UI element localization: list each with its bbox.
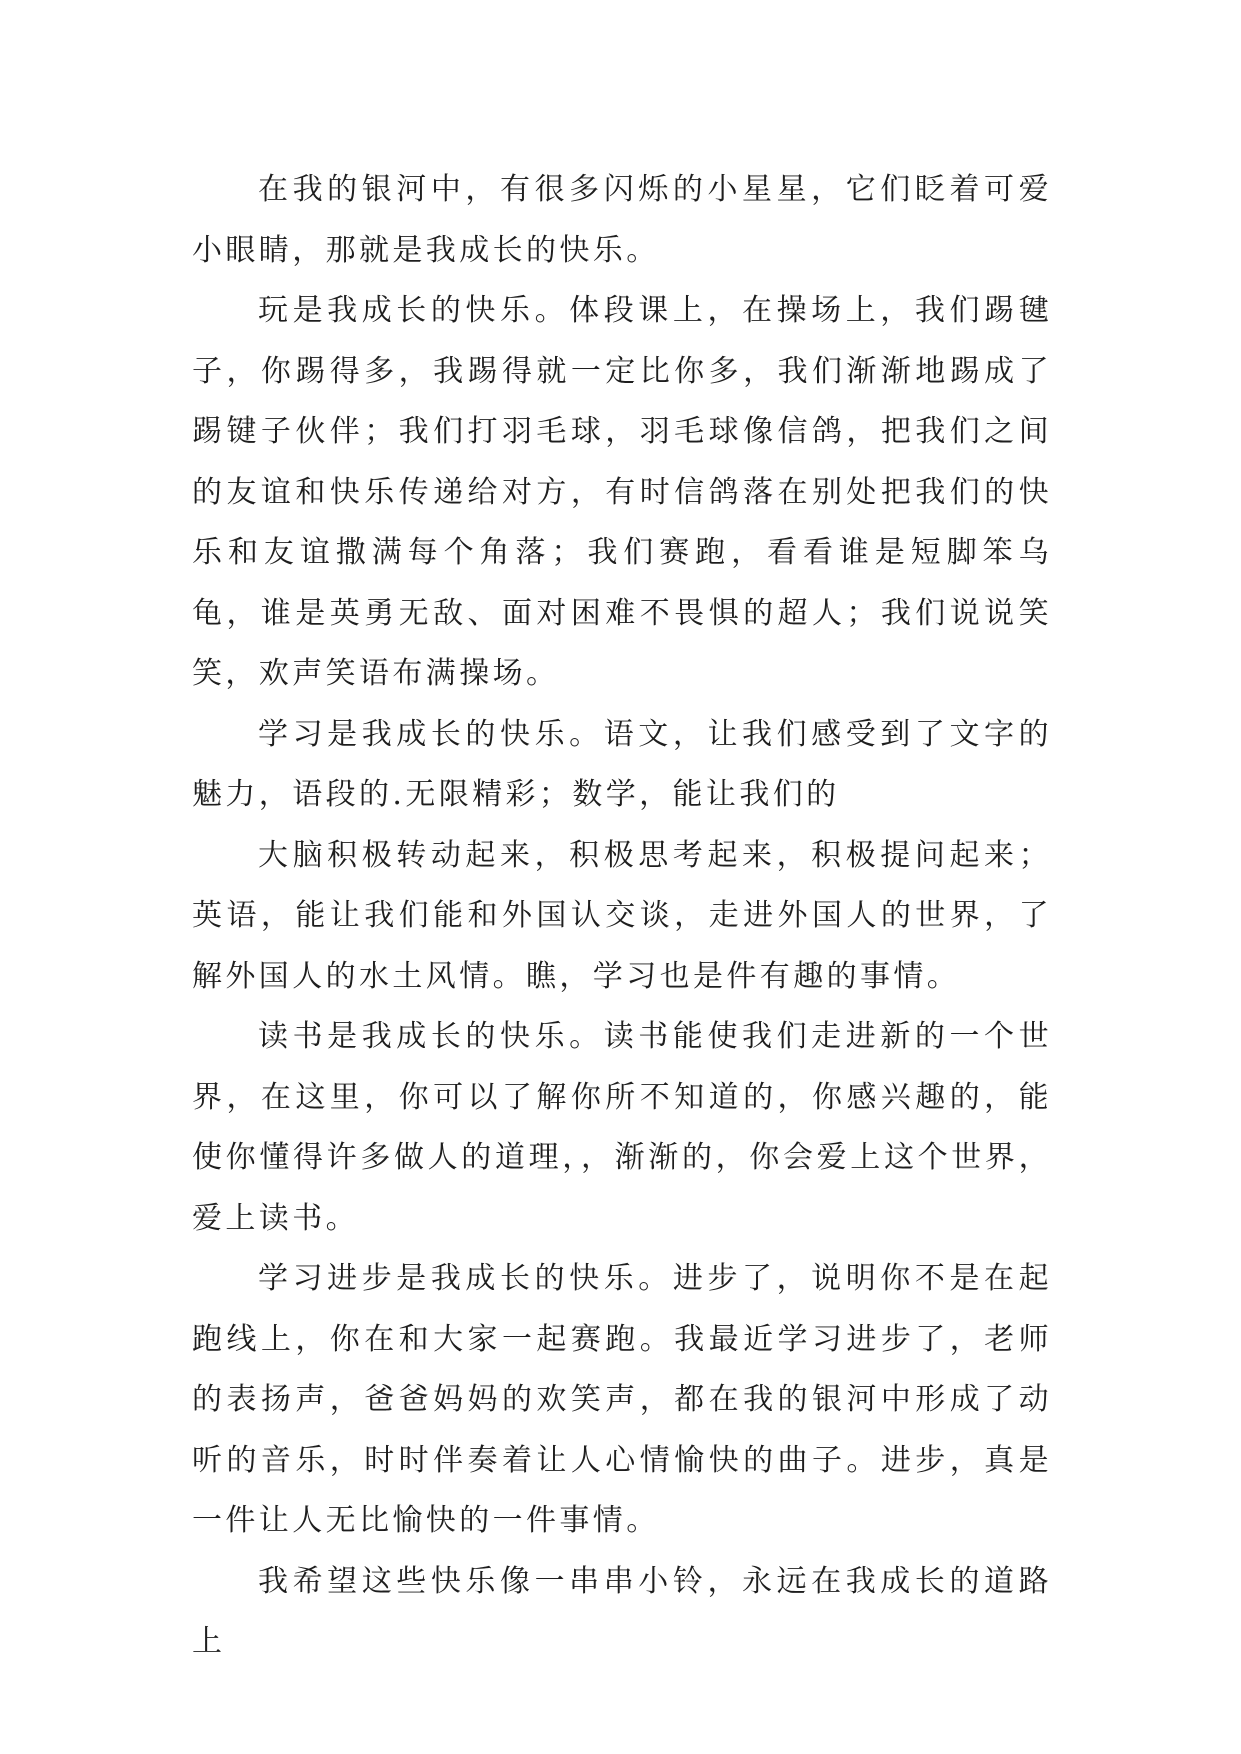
paragraph: 在我的银河中，有很多闪烁的小星星，它们眨着可爱小眼睛，那就是我成长的快乐。 <box>192 172 1052 268</box>
paragraph: 玩是我成长的快乐。体段课上，在操场上，我们踢毽子，你踢得多，我踢得就一定比你多，我们渐渐地踢成了踢键子伙伴；我们打羽毛球，羽毛球像信鸽，把我们之间的友谊和快乐传递给对方，有时信鸽落在别处把我们的快乐和友谊撒满每个角落；我们赛跑，看看谁是短脚笨乌龟，谁是英勇无敌、面对困难不畏惧的超人；我们说说笑笑，欢声笑语布满操场。 <box>192 293 1052 691</box>
paragraph: 大脑积极转动起来，积极思考起来，积极提问起来；英语，能让我们能和外国认交谈，走进外国人的世界，了解外国人的水土风情。瞧，学习也是件有趣的事情。 <box>192 837 1052 994</box>
paragraph: 我希望这些快乐像一串串小铃，永远在我成长的道路上 <box>192 1563 1052 1659</box>
paragraph: 读书是我成长的快乐。读书能使我们走进新的一个世界，在这里，你可以了解你所不知道的，你感兴趣的，能使你懂得许多做人的道理，，渐渐的，你会爱上这个世界，爱上读书。 <box>192 1019 1052 1236</box>
paragraph: 学习进步是我成长的快乐。进步了，说明你不是在起跑线上，你在和大家一起赛跑。我最近学习进步了，老师的表扬声，爸爸妈妈的欢笑声，都在我的银河中形成了动听的音乐，时时伴奏着让人心情愉快的曲子。进步，真是一件让人无比愉快的一件事情。 <box>192 1261 1052 1538</box>
paragraph: 学习是我成长的快乐。语文，让我们感受到了文字的魅力，语段的.无限精彩；数学，能让我们的 <box>192 716 1052 812</box>
document-body <box>192 160 1052 1673</box>
